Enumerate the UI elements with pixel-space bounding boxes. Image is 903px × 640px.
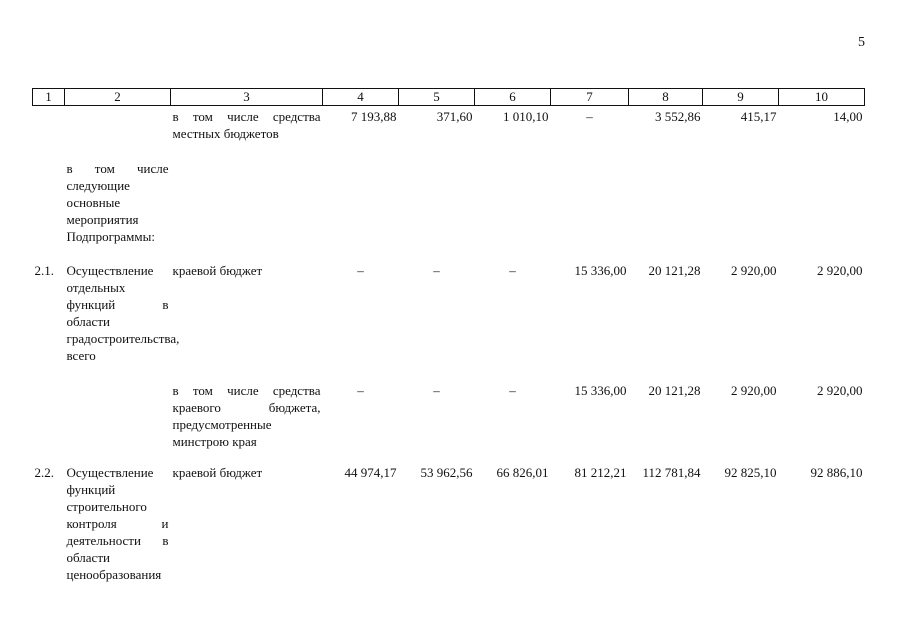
row-code: [33, 382, 65, 464]
header-cell: 2: [65, 89, 171, 106]
row-name: [65, 106, 171, 161]
row-funding-source: в том числе средства краевого бюджета, предусмотренные минстрою края: [172, 383, 321, 449]
value-cell: –: [509, 383, 516, 398]
row-funding-source: краевой бюджет: [172, 263, 263, 278]
header-cell: 6: [475, 89, 551, 106]
value-cell: –: [433, 263, 440, 278]
value-cell: [779, 160, 865, 262]
header-cell: 5: [399, 89, 475, 106]
header-cell: 4: [323, 89, 399, 106]
value-cell: 44 974,17: [344, 465, 397, 480]
row-code: [33, 106, 65, 161]
row-funding-source: краевой бюджет: [172, 465, 263, 480]
row-funding-source: в том числе средства местных бюджетов: [172, 109, 321, 141]
row-code: [33, 160, 65, 262]
header-cell: 1: [33, 89, 65, 106]
value-cell: [323, 160, 399, 262]
value-cell: –: [433, 383, 440, 398]
row-name: в том числе следующие основные мероприятия Подпрограммы:: [66, 161, 169, 244]
header-cell: 7: [551, 89, 629, 106]
header-cell: 9: [703, 89, 779, 106]
row-name: [65, 382, 171, 464]
value-cell: 81 212,21: [574, 465, 627, 480]
value-cell: 2 920,00: [817, 263, 863, 278]
value-cell: 112 781,84: [642, 465, 701, 480]
value-cell: 7 193,88: [351, 109, 397, 124]
header-cell: 3: [171, 89, 323, 106]
value-cell: 92 825,10: [724, 465, 777, 480]
row-code: 2.2.: [34, 465, 54, 480]
value-cell: 415,17: [740, 109, 777, 124]
value-cell: 66 826,01: [496, 465, 549, 480]
value-cell: 14,00: [833, 109, 863, 124]
value-cell: 2 920,00: [731, 383, 777, 398]
value-cell: 3 552,86: [655, 109, 701, 124]
value-cell: 2 920,00: [731, 263, 777, 278]
header-cell: 10: [779, 89, 865, 106]
value-cell: –: [586, 109, 593, 124]
value-cell: [703, 160, 779, 262]
table-row: [33, 160, 865, 262]
table-row: [33, 382, 865, 464]
row-name: Осуществление функций строительного контроля и деятельности в области ценообразования: [66, 465, 169, 582]
header-cell: 8: [629, 89, 703, 106]
value-cell: [475, 160, 551, 262]
value-cell: 2 920,00: [817, 383, 863, 398]
table-row: [33, 464, 865, 590]
row-code: 2.1.: [34, 263, 54, 278]
value-cell: [399, 160, 475, 262]
value-cell: –: [509, 263, 516, 278]
value-cell: 53 962,56: [420, 465, 473, 480]
table-row: [33, 262, 865, 382]
value-cell: 371,60: [436, 109, 473, 124]
value-cell: 92 886,10: [810, 465, 863, 480]
page-number: 5: [858, 35, 865, 50]
value-cell: 15 336,00: [574, 383, 627, 398]
value-cell: [551, 160, 629, 262]
value-cell: 1 010,10: [503, 109, 549, 124]
row-funding-source: [171, 160, 323, 262]
budget-table: [32, 88, 865, 590]
value-cell: 20 121,28: [648, 383, 701, 398]
table-row: [33, 106, 865, 161]
row-name: Осуществление отдельных функций в области градостроительства, всего: [66, 263, 180, 363]
value-cell: [629, 160, 703, 262]
column-number-header: [33, 89, 865, 106]
value-cell: 15 336,00: [574, 263, 627, 278]
value-cell: –: [357, 383, 364, 398]
value-cell: –: [357, 263, 364, 278]
value-cell: 20 121,28: [648, 263, 701, 278]
